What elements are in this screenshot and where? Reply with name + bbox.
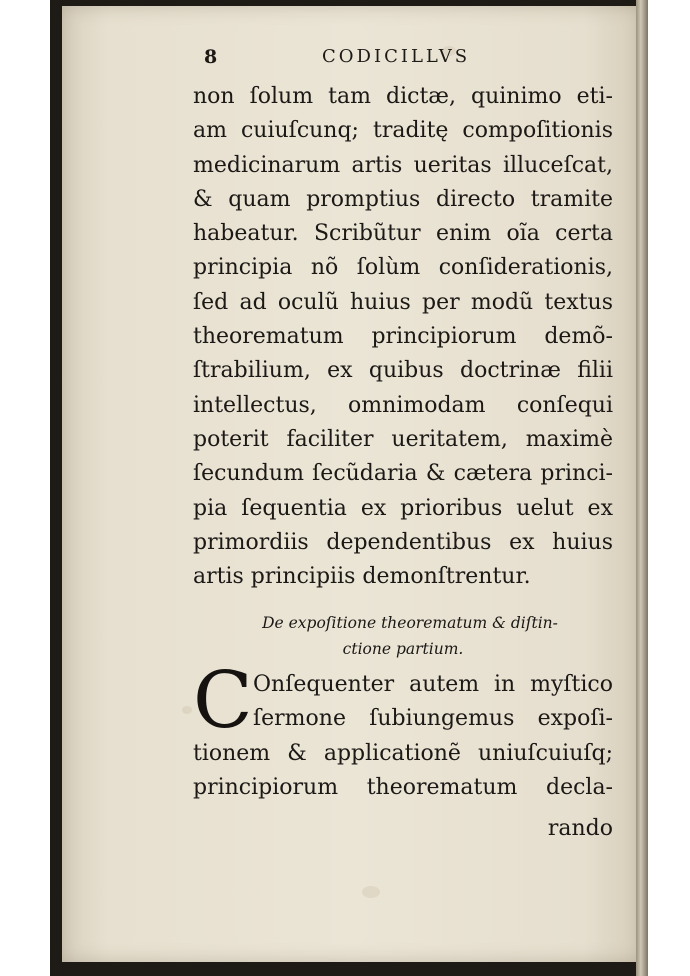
text-line: pia ſequentia ex prioribus uelut ex xyxy=(193,495,613,521)
catchword: rando xyxy=(547,816,613,841)
text-line: poterit faciliter ueritatem, maximè xyxy=(193,426,613,452)
text-line: am cuiuſcunq; traditę compoſitionis xyxy=(193,118,613,144)
section-heading xyxy=(193,610,613,662)
text-line: ſtrabilium, ex quibus doctrinæ filii xyxy=(193,358,613,384)
text-line: ſermone ſubiungemus expoſi- xyxy=(253,706,613,732)
running-head xyxy=(196,44,616,74)
heading-line: ctione partium. xyxy=(342,640,464,658)
text-line: theorematum principiorum demõ- xyxy=(193,324,613,350)
paragraph-1 xyxy=(193,80,613,594)
paragraph-2 xyxy=(193,656,613,805)
paper-stain xyxy=(362,886,380,898)
text-line: ſed ad oculũ huius per modũ textus xyxy=(193,289,613,315)
text-line: habeatur. Scribũtur enim oĩa certa xyxy=(193,221,613,247)
text-line: intellectus, omnimodam conſequi xyxy=(193,392,613,418)
page-edge xyxy=(636,0,648,976)
text-line: ſecundum ſecũdaria & cætera princi- xyxy=(193,461,613,487)
text-line: non ſolum tam dictæ, quinimo eti- xyxy=(193,84,613,109)
text-line: Onſequenter autem in myſtico xyxy=(253,672,613,697)
heading-line: De expoſitione theorematum & diſtin- xyxy=(262,614,558,632)
text-line: tionem & applicationẽ uniuſcuiuſq; xyxy=(193,740,613,766)
paper-stain xyxy=(182,706,192,714)
drop-capital: C xyxy=(193,656,253,746)
text-line: & quam promptius directo tramite xyxy=(193,186,613,212)
text-line: principiorum theorematum decla- xyxy=(193,774,613,800)
page-number: 8 xyxy=(204,46,218,68)
text-line: medicinarum artis ueritas illuceſcat, xyxy=(193,152,613,178)
text-line: principia nõ ſolùm conſiderationis, xyxy=(193,255,613,281)
text-line: artis principiis demonſtrentur. xyxy=(193,564,531,590)
text-line: primordiis dependentibus ex huius xyxy=(193,529,613,555)
running-title: CODICILLVS xyxy=(322,46,471,67)
